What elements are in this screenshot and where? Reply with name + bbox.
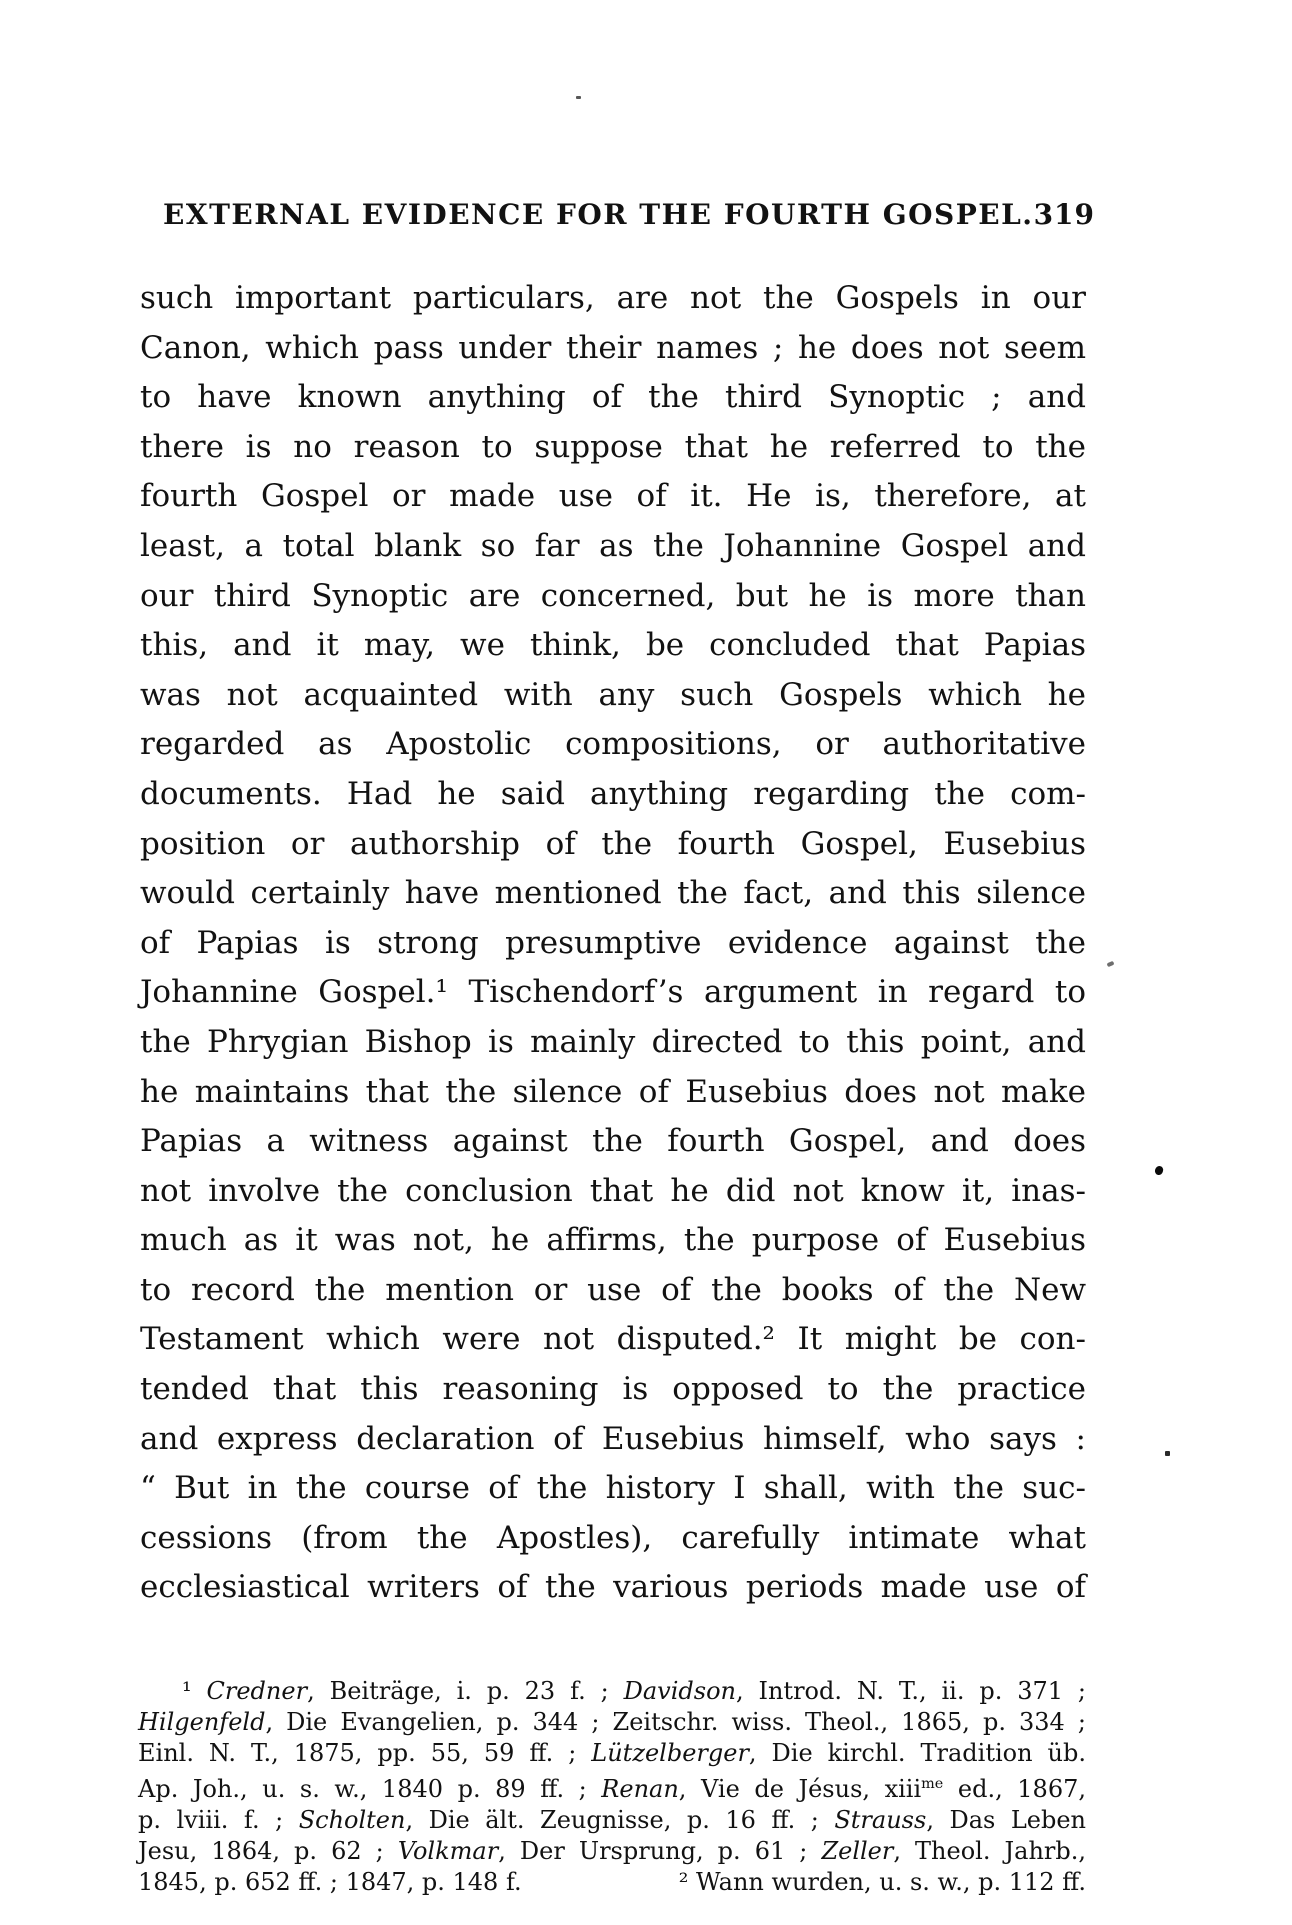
body-line: Johannine Gospel.¹ Tischendorf’s argument in regard to <box>140 974 1086 1011</box>
body-line: Papias a witness against the fourth Gospel, and does <box>140 1123 1086 1160</box>
body-line: not involve the conclusion that he did not know it, inas- <box>140 1172 1086 1209</box>
body-line: this, and it may, we think, be concluded that Papias <box>140 627 1086 664</box>
body-line: fourth Gospel or made use of it. He is, therefore, at <box>140 478 1086 515</box>
body-line: to record the mention or use of the books of the New <box>140 1271 1086 1308</box>
body-line: to have known anything of the third Synoptic ; and <box>140 379 1086 416</box>
body-text <box>140 274 1086 1613</box>
footnote-line: Jesu, 1864, p. 62 ; Volkmar, Der Ursprung, p. 61 ; Zeller, Theol. Jahrb., <box>138 1837 1087 1865</box>
running-head <box>163 198 1096 231</box>
footnote-line: Ap. Joh., u. s. w., 1840 p. 89 ff. ; Renan, Vie de Jésus, xiii$^{me}$ ed., 1867, <box>138 1775 1086 1803</box>
body-line: documents. Had he said anything regarding the com- <box>140 775 1086 812</box>
body-line: Testament which were not disputed.² It might be con- <box>140 1321 1086 1358</box>
scan-speck <box>1165 1451 1170 1456</box>
body-line: regarded as Apostolic compositions, or authoritative <box>140 726 1086 763</box>
footnote-line: Hilgenfeld, Die Evangelien, p. 344 ; Zeitschr. wiss. Theol., 1865, p. 334 ; <box>138 1708 1086 1736</box>
footnote-line: ¹ Credner, Beiträge, i. p. 23 f. ; Davidson, Introd. N. T., ii. p. 371 ; <box>182 1677 1087 1705</box>
body-line: would certainly have mentioned the fact, and this silence <box>140 875 1086 912</box>
body-line: of Papias is strong presumptive evidence against the <box>140 924 1086 961</box>
running-head-title: EXTERNAL EVIDENCE FOR THE FOURTH GOSPEL. <box>163 198 1034 231</box>
body-line: ecclesiastical writers of the various periods made use of <box>140 1569 1086 1606</box>
body-line: such important particulars, are not the Gospels in our <box>140 280 1086 316</box>
body-line: position or authorship of the fourth Gospel, Eusebius <box>140 825 1086 862</box>
body-line: there is no reason to suppose that he referred to the <box>140 428 1086 465</box>
body-line: tended that this reasoning is opposed to the practice <box>140 1371 1086 1408</box>
body-line: he maintains that the silence of Eusebius does not make <box>140 1073 1086 1110</box>
footnote-line: Einl. N. T., 1875, pp. 55, 59 ff. ; Lützelberger, Die kirchl. Tradition üb. <box>138 1739 1086 1767</box>
page-number: 319 <box>1033 198 1096 231</box>
body-line: was not acquainted with any such Gospels which he <box>140 676 1086 713</box>
scan-speck <box>1106 961 1114 968</box>
body-line: our third Synoptic are concerned, but he is more than <box>140 577 1086 614</box>
body-line: “ But in the course of the history I shall, with the suc- <box>140 1470 1086 1507</box>
body-line: cessions (from the Apostles), carefully intimate what <box>140 1519 1086 1556</box>
body-line: Canon, which pass under their names ; he does not seem <box>140 329 1086 366</box>
scan-speck <box>1154 1165 1164 1175</box>
footnotes <box>138 1676 1086 1898</box>
body-line: much as it was not, he affirms, the purpose of Eusebius <box>140 1222 1086 1259</box>
footnote-line: 1845, p. 652 ff. ; 1847, p. 148 f. ² Wann wurden, u. s. w., p. 112 ff. <box>138 1868 1086 1896</box>
body-line: the Phrygian Bishop is mainly directed to this point, and <box>140 1023 1086 1060</box>
scan-speck <box>576 96 581 99</box>
body-line: least, a total blank so far as the Johannine Gospel and <box>140 527 1086 564</box>
body-line: and express declaration of Eusebius himself, who says : <box>140 1420 1086 1457</box>
footnote-line: p. lviii. f. ; Scholten, Die ält. Zeugnisse, p. 16 ff. ; Strauss, Das Leben <box>138 1806 1087 1834</box>
